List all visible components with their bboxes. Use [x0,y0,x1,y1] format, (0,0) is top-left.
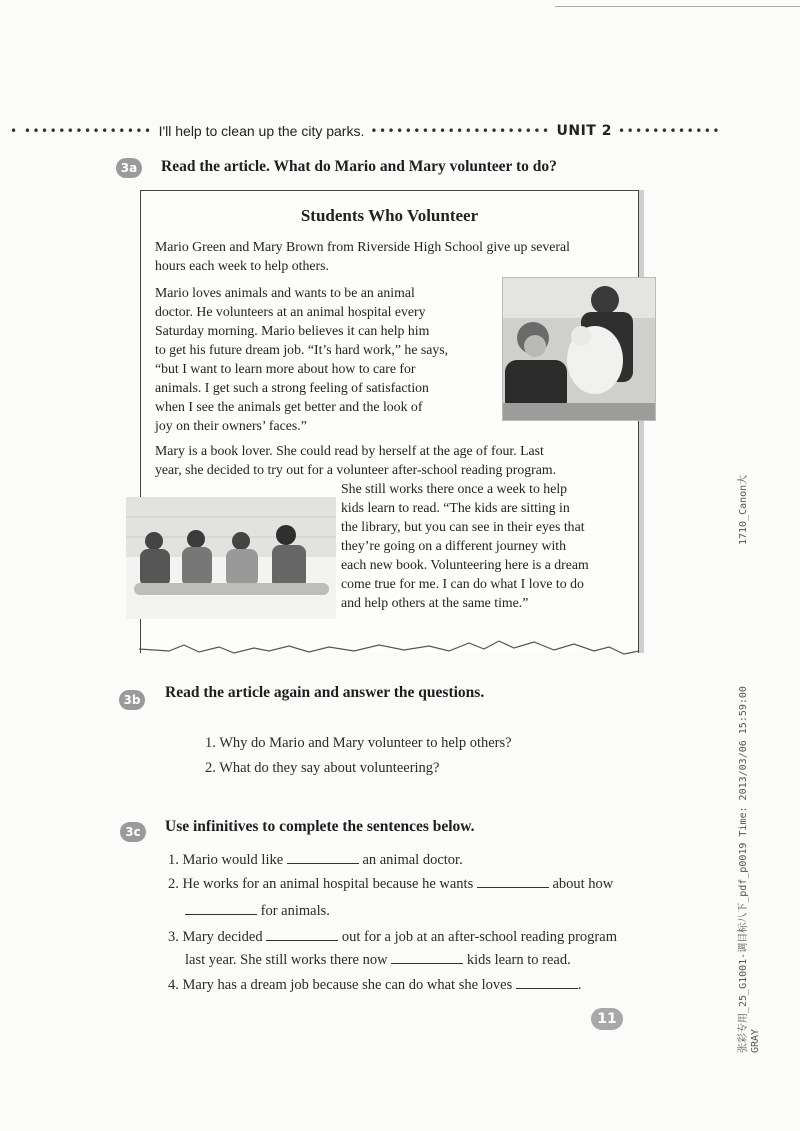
section-3b-instruction: Read the article again and answer the questions. [165,684,485,701]
sentence-4 [168,972,582,998]
sentence-text: about how [552,876,614,892]
mary-photo [126,497,336,619]
side-text-top: 1710_Canon大 [738,474,749,545]
sentence-text: last year. She still works there now [185,952,388,968]
section-3a-instruction: Read the article. What do Mario and Mary volunteer to do? [161,158,557,175]
sentence-text: 3. Mary decided [168,929,263,945]
answer-blank[interactable] [287,849,359,864]
text-line: the library, but you can see in their eyes that [341,519,585,534]
torn-edge [139,621,641,661]
text-line: doctor. He volunteers at an animal hospital every [155,304,426,319]
mario-paragraph [155,283,500,435]
text-line: they’re going on a different journey with [341,538,567,553]
header-dots-mid: ••••••••••••••••••••• [370,124,551,138]
text-line: joy on their owners’ faces.” [155,418,307,433]
answer-blank[interactable] [477,873,549,888]
text-line: “but I want to learn more about how to care for [155,361,416,376]
sentence-text: an animal doctor. [362,852,463,868]
section-3c-instruction: Use infinitives to complete the sentences below. [165,818,475,835]
text-line: when I see the animals get better and the look of [155,399,423,414]
photo-illustration [126,497,336,619]
running-header [10,121,750,141]
unit-label: UNIT 2 [556,123,612,139]
sentence-text: out for a job at an after-school reading program [341,929,617,945]
top-rule [555,6,800,7]
answer-blank[interactable] [391,949,463,964]
sentence-text: 4. Mary has a dream job because she can do what she loves [168,977,513,993]
text-line: kids learn to read. “The kids are sitting in [341,500,570,515]
header-dots-left: • ••••••••••••••• [10,124,153,138]
photo-illustration [503,278,655,420]
sentence-1 [168,847,463,873]
header-dots-right: •••••••••••• [617,124,721,138]
sentence-text: . [577,977,582,993]
mario-photo [502,277,656,421]
page-number-badge [591,1008,623,1030]
text-line: year, she decided to try out for a volunteer after-school reading program. [155,462,557,477]
sentence-3-cont [185,947,571,973]
question-1: 1. Why do Mario and Mary volunteer to help others? [205,735,512,751]
text-line: Mario Green and Mary Brown from Riverside High School give up several [155,239,570,254]
section-3a-badge: 3a [116,158,142,178]
section-3b-badge: 3b [119,690,145,710]
sentence-text: for animals. [260,903,330,919]
text-line: Saturday morning. Mario believes it can help him [155,323,430,338]
side-text-gray: GRAY [750,1028,761,1053]
text-line: Mario loves animals and wants to be an animal [155,285,415,300]
sentence-2-cont [185,898,330,924]
article-title: Students Who Volunteer [300,206,479,225]
answer-blank[interactable] [266,926,338,941]
text-line: Mary is a book lover. She could read by herself at the age of four. Last [155,443,544,458]
page-number: 11 [597,1011,617,1027]
text-line: animals. I get such a strong feeling of satisfaction [155,380,429,395]
answer-blank[interactable] [516,974,578,989]
text-line: come true for me. I can do what I love to do [341,576,584,591]
mary-intro [155,441,635,479]
side-text-bottom: 张彩专用_25_G1001-调目标八下_pdf_p0019 Time: 2013/03/06 15:59:00 [738,686,749,1053]
section-3c-badge: 3c [120,822,146,842]
text-line: She still works there once a week to help [341,481,568,496]
text-line: hours each week to help others. [155,258,329,273]
text-line: each new book. Volunteering here is a dream [341,557,589,572]
text-line: and help others at the same time.” [341,595,529,610]
sentence-text: 1. Mario would like [168,852,284,868]
text-line: to get his future dream job. “It’s hard work,” he says, [155,342,449,357]
question-2: 2. What do they say about volunteering? [205,760,440,776]
sentence-2 [168,871,613,897]
header-title: I'll help to clean up the city parks. [158,123,365,139]
sentence-text: 2. He works for an animal hospital because he wants [168,876,474,892]
article-intro [155,237,625,275]
answer-blank[interactable] [185,900,257,915]
mary-paragraph [341,479,636,612]
sentence-text: kids learn to read. [466,952,571,968]
